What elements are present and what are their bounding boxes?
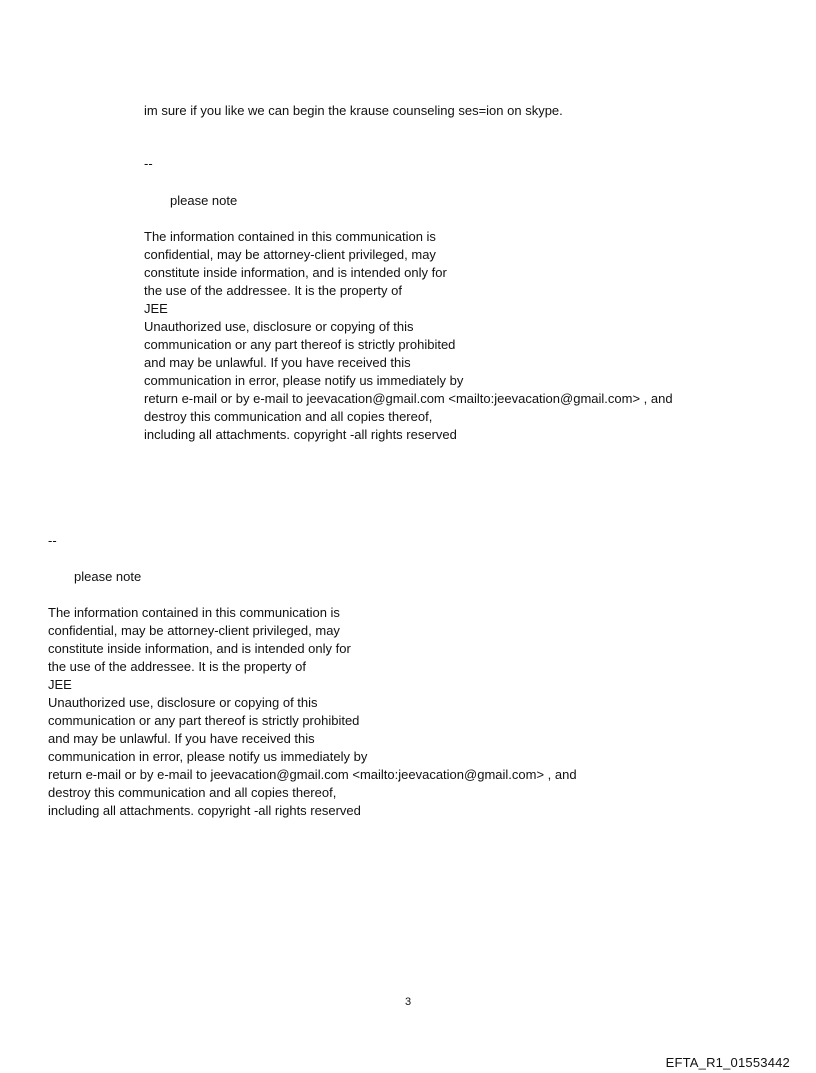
quoted-disclaimer-line: constitute inside information, and is intended only for	[144, 265, 447, 280]
quoted-disclaimer-line: confidential, may be attorney-client privileged, may	[144, 247, 436, 262]
disclaimer-line: communication in error, please notify us immediately by	[48, 749, 368, 764]
page-number: 3	[404, 996, 412, 1008]
quoted-note-heading: please note	[170, 193, 238, 208]
disclaimer-line: confidential, may be attorney-client privileged, may	[48, 623, 340, 638]
quoted-disclaimer-line: The information contained in this communication is	[144, 229, 436, 244]
disclaimer-line: destroy this communication and all copies thereof,	[48, 785, 337, 800]
quoted-signature-separator: --	[144, 156, 153, 171]
quoted-disclaimer-line: communication in error, please notify us immediately by	[144, 373, 464, 388]
signature-separator: --	[48, 533, 57, 548]
quoted-disclaimer-line: communication or any part thereof is strictly prohibited	[144, 337, 456, 352]
document-id: EFTA_R1_01553442	[665, 1055, 790, 1070]
disclaimer-line: communication or any part thereof is strictly prohibited	[48, 713, 360, 728]
quoted-disclaimer-line: the use of the addressee. It is the property of	[144, 283, 402, 298]
disclaimer-line: constitute inside information, and is intended only for	[48, 641, 351, 656]
quoted-disclaimer-line: Unauthorized use, disclosure or copying of this	[144, 319, 414, 334]
disclaimer-line: JEE	[48, 677, 72, 692]
quoted-disclaimer-line: including all attachments. copyright -all rights reserved	[144, 427, 457, 442]
quoted-disclaimer-line: destroy this communication and all copies thereof,	[144, 409, 433, 424]
quoted-disclaimer-line: and may be unlawful. If you have received this	[144, 355, 411, 370]
disclaimer-line: the use of the addressee. It is the property of	[48, 659, 306, 674]
disclaimer-line: The information contained in this communication is	[48, 605, 340, 620]
quoted-disclaimer-line: return e-mail or by e-mail to jeevacation@gmail.com <mailto:jeevacation@gmail.com> , and	[144, 391, 673, 406]
disclaimer-line: Unauthorized use, disclosure or copying of this	[48, 695, 318, 710]
disclaimer-line: and may be unlawful. If you have received this	[48, 731, 315, 746]
disclaimer-line: return e-mail or by e-mail to jeevacation@gmail.com <mailto:jeevacation@gmail.com> , and	[48, 767, 577, 782]
disclaimer	[48, 604, 577, 820]
quoted-message-text: im sure if you like we can begin the krause counseling ses=ion on skype.	[144, 103, 563, 118]
quoted-disclaimer	[144, 228, 673, 444]
quoted-disclaimer-line: JEE	[144, 301, 168, 316]
disclaimer-line: including all attachments. copyright -all rights reserved	[48, 803, 361, 818]
note-heading: please note	[74, 569, 142, 584]
